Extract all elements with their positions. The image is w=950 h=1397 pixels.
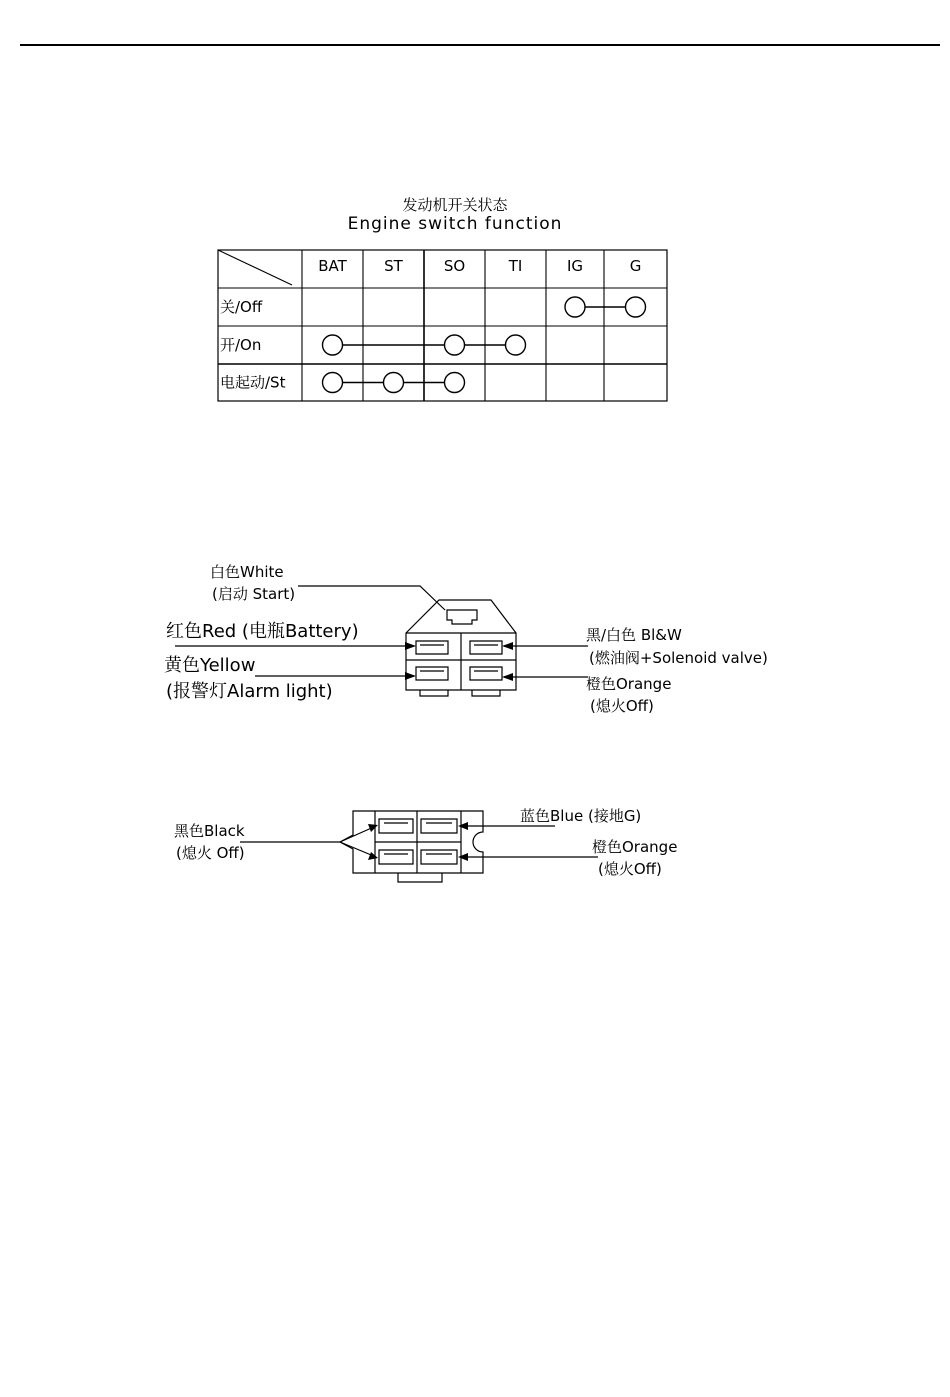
label-white: 白色White xyxy=(210,563,284,581)
table-title-english: Engine switch function xyxy=(347,214,563,234)
row-label-0: 关/Off xyxy=(220,298,263,316)
column-header-st: ST xyxy=(384,257,403,275)
label-orange: 橙色Orange xyxy=(586,675,672,693)
label-orange-2: 橙色Orange xyxy=(592,838,678,856)
column-header-bat: BAT xyxy=(318,257,347,275)
label-blw-desc: (燃油阀+Solenoid valve) xyxy=(589,649,768,667)
connector-2-terminal-2 xyxy=(421,819,457,833)
arrow-black-lower xyxy=(368,852,378,860)
label-blue: 蓝色Blue (接地G) xyxy=(520,807,642,825)
arrow-orange-2 xyxy=(458,853,468,861)
label-red: 红色Red (电瓶Battery) xyxy=(166,621,359,642)
column-header-ti: TI xyxy=(508,257,523,275)
column-header-g: G xyxy=(629,257,642,275)
label-white-desc: (启动 Start) xyxy=(212,585,296,603)
column-header-so: SO xyxy=(443,257,466,275)
label-orange-desc: (熄火Off) xyxy=(590,697,654,715)
label-yellow-desc: (报警灯Alarm light) xyxy=(166,681,333,702)
connector-2-terminal-1 xyxy=(379,819,413,833)
connector-2-terminal-4 xyxy=(421,850,457,864)
label-orange-2-desc: (熄火Off) xyxy=(598,860,662,878)
row-label-2: 电起动/St xyxy=(220,373,286,392)
leader-black xyxy=(240,826,376,857)
label-yellow: 黄色Yellow xyxy=(164,655,256,676)
row-label-1: 开/On xyxy=(220,336,262,354)
column-header-ig: IG xyxy=(566,257,584,275)
arrow-black-upper xyxy=(368,824,378,832)
arrow-blue xyxy=(458,822,468,830)
label-black: 黑色Black xyxy=(174,822,245,840)
label-black-desc: (熄火 Off) xyxy=(176,844,245,862)
table-title-chinese: 发动机开关状态 xyxy=(402,196,508,214)
label-blw: 黑/白色 Bl&W xyxy=(586,626,682,644)
connector-2-terminal-3 xyxy=(379,850,413,864)
